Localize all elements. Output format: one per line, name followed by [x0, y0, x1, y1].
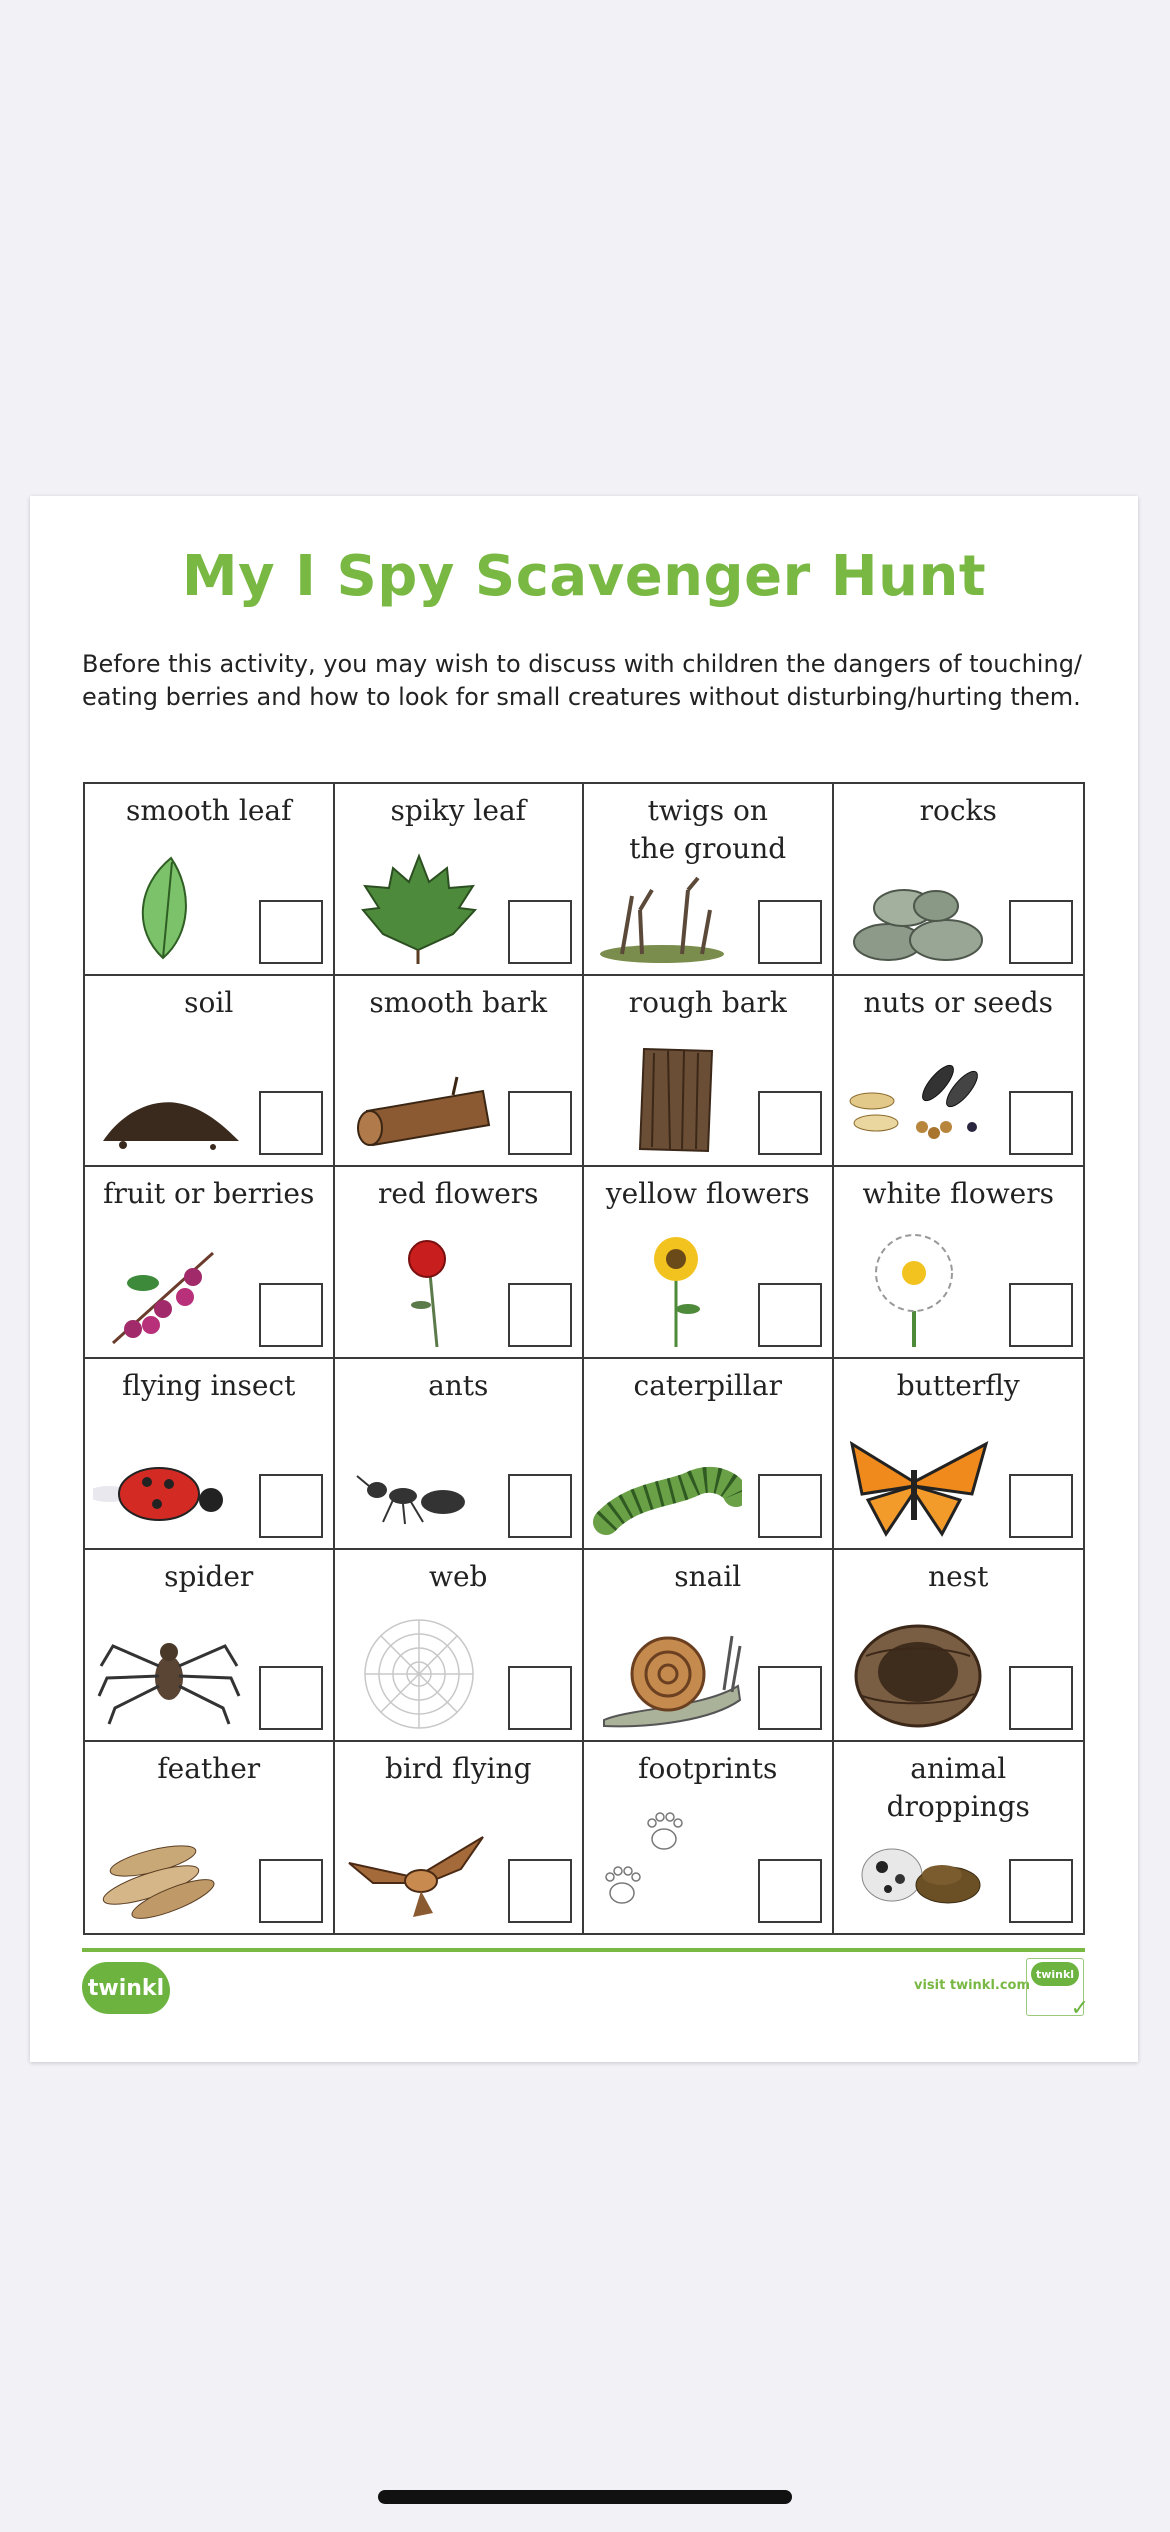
checkbox[interactable] — [1009, 1091, 1073, 1155]
checkbox[interactable] — [259, 1474, 323, 1538]
footprints-icon — [592, 1809, 742, 1925]
visit-link[interactable]: visit twinkl.com — [914, 1978, 1031, 1993]
ladybird-icon — [93, 1424, 243, 1540]
quality-badge — [1026, 1958, 1089, 2021]
item-label: butterfly — [896, 1368, 1020, 1402]
checkbox[interactable] — [758, 1474, 822, 1538]
twigs-icon — [592, 850, 742, 966]
checkbox[interactable] — [758, 1666, 822, 1730]
soil-icon — [93, 1041, 243, 1157]
item-label: spider — [164, 1560, 254, 1593]
checkbox[interactable] — [1009, 1859, 1073, 1923]
berries-icon — [93, 1233, 243, 1349]
droppings-icon — [842, 1809, 992, 1925]
checkbox[interactable] — [259, 1283, 323, 1347]
snail-icon — [592, 1616, 742, 1732]
item-label: smooth leaf — [126, 794, 292, 827]
item-label: bird flying — [385, 1751, 532, 1785]
rocks-icon — [842, 850, 992, 966]
spider-icon — [93, 1616, 243, 1732]
bark-icon — [592, 1041, 742, 1157]
checkbox[interactable] — [1009, 1283, 1073, 1347]
log-icon — [343, 1041, 493, 1157]
item-label: rocks — [919, 794, 997, 827]
grid-cell — [584, 1167, 834, 1359]
item-label: ants — [428, 1368, 489, 1402]
intro-text: Before this activity, you may wish to discuss with children the dangers of touching/ eating berries and how to look for small creatures without disturbing/hurting them. — [82, 650, 1083, 711]
item-label: snail — [674, 1560, 742, 1593]
grid-cell — [834, 1742, 1084, 1934]
item-label: twigs on the ground — [629, 794, 787, 865]
grid-cell — [335, 1742, 585, 1934]
sunflower-icon — [592, 1233, 742, 1349]
item-label: caterpillar — [633, 1368, 782, 1402]
grid-cell — [834, 976, 1084, 1168]
item-label: red flowers — [377, 1177, 539, 1210]
ant-icon — [343, 1424, 493, 1540]
red-flower-icon — [343, 1233, 493, 1349]
seeds-icon — [842, 1041, 992, 1157]
checkbox[interactable] — [508, 1666, 572, 1730]
scavenger-grid — [83, 782, 1085, 1935]
grid-cell — [834, 1550, 1084, 1742]
item-label: spiky leaf — [390, 794, 526, 827]
home-indicator[interactable] — [378, 2490, 792, 2504]
grid-cell — [584, 976, 834, 1168]
checkbox[interactable] — [259, 1859, 323, 1923]
grid-cell — [85, 1359, 335, 1551]
checkbox[interactable] — [758, 1091, 822, 1155]
grid-cell — [834, 784, 1084, 976]
item-label: nest — [928, 1560, 989, 1593]
grid-cell — [335, 976, 585, 1168]
checkbox[interactable] — [508, 1474, 572, 1538]
grid-cell — [85, 1167, 335, 1359]
item-label: fruit or berries — [103, 1177, 315, 1210]
grid-cell — [834, 1167, 1084, 1359]
checkbox[interactable] — [508, 900, 572, 964]
checkbox[interactable] — [508, 1091, 572, 1155]
butterfly-icon — [842, 1424, 992, 1540]
item-label: soil — [184, 985, 234, 1019]
item-label: smooth bark — [369, 985, 548, 1019]
grid-cell — [335, 784, 585, 976]
grid-cell — [584, 1550, 834, 1742]
checkbox[interactable] — [758, 1283, 822, 1347]
grid-cell — [335, 1550, 585, 1742]
daisy-icon — [842, 1233, 992, 1349]
checkbox[interactable] — [508, 1859, 572, 1923]
checkbox[interactable] — [758, 1859, 822, 1923]
bird-icon — [343, 1809, 493, 1925]
grid-cell — [85, 784, 335, 976]
feather-icon — [93, 1809, 243, 1925]
grid-cell — [335, 1359, 585, 1551]
checkbox[interactable] — [259, 1666, 323, 1730]
checkbox[interactable] — [1009, 1666, 1073, 1730]
smooth-leaf-icon — [93, 850, 243, 966]
badge-logo: twinkl — [1031, 1962, 1079, 1986]
grid-cell — [584, 1742, 834, 1934]
grid-cell — [584, 784, 834, 976]
item-label: yellow flowers — [605, 1177, 810, 1210]
item-label: feather — [157, 1751, 261, 1785]
grid-cell — [834, 1359, 1084, 1551]
check-icon: ✓ — [1070, 1996, 1089, 2021]
item-label: nuts or seeds — [863, 985, 1054, 1019]
web-icon — [343, 1616, 493, 1732]
item-label: animal droppings — [886, 1751, 1030, 1823]
twinkl-logo: twinkl — [82, 1962, 170, 2014]
page-title: My I Spy Scavenger Hunt — [181, 544, 987, 609]
grid-cell — [85, 976, 335, 1168]
grid-cell — [85, 1550, 335, 1742]
item-label: rough bark — [628, 985, 787, 1019]
grid-cell — [335, 1167, 585, 1359]
worksheet — [30, 496, 1138, 2062]
checkbox[interactable] — [259, 900, 323, 964]
checkbox[interactable] — [758, 900, 822, 964]
caterpillar-icon — [592, 1424, 742, 1540]
checkbox[interactable] — [508, 1283, 572, 1347]
footer-rule — [82, 1948, 1085, 1952]
grid-cell — [584, 1359, 834, 1551]
spiky-leaf-icon — [343, 850, 493, 966]
checkbox[interactable] — [1009, 900, 1073, 964]
item-label: footprints — [638, 1751, 778, 1785]
checkbox[interactable] — [1009, 1474, 1073, 1538]
item-label: web — [429, 1560, 488, 1593]
item-label: flying insect — [122, 1368, 296, 1402]
grid-cell — [85, 1742, 335, 1934]
nest-icon — [842, 1616, 992, 1732]
item-label: white flowers — [862, 1177, 1054, 1210]
checkbox[interactable] — [259, 1091, 323, 1155]
